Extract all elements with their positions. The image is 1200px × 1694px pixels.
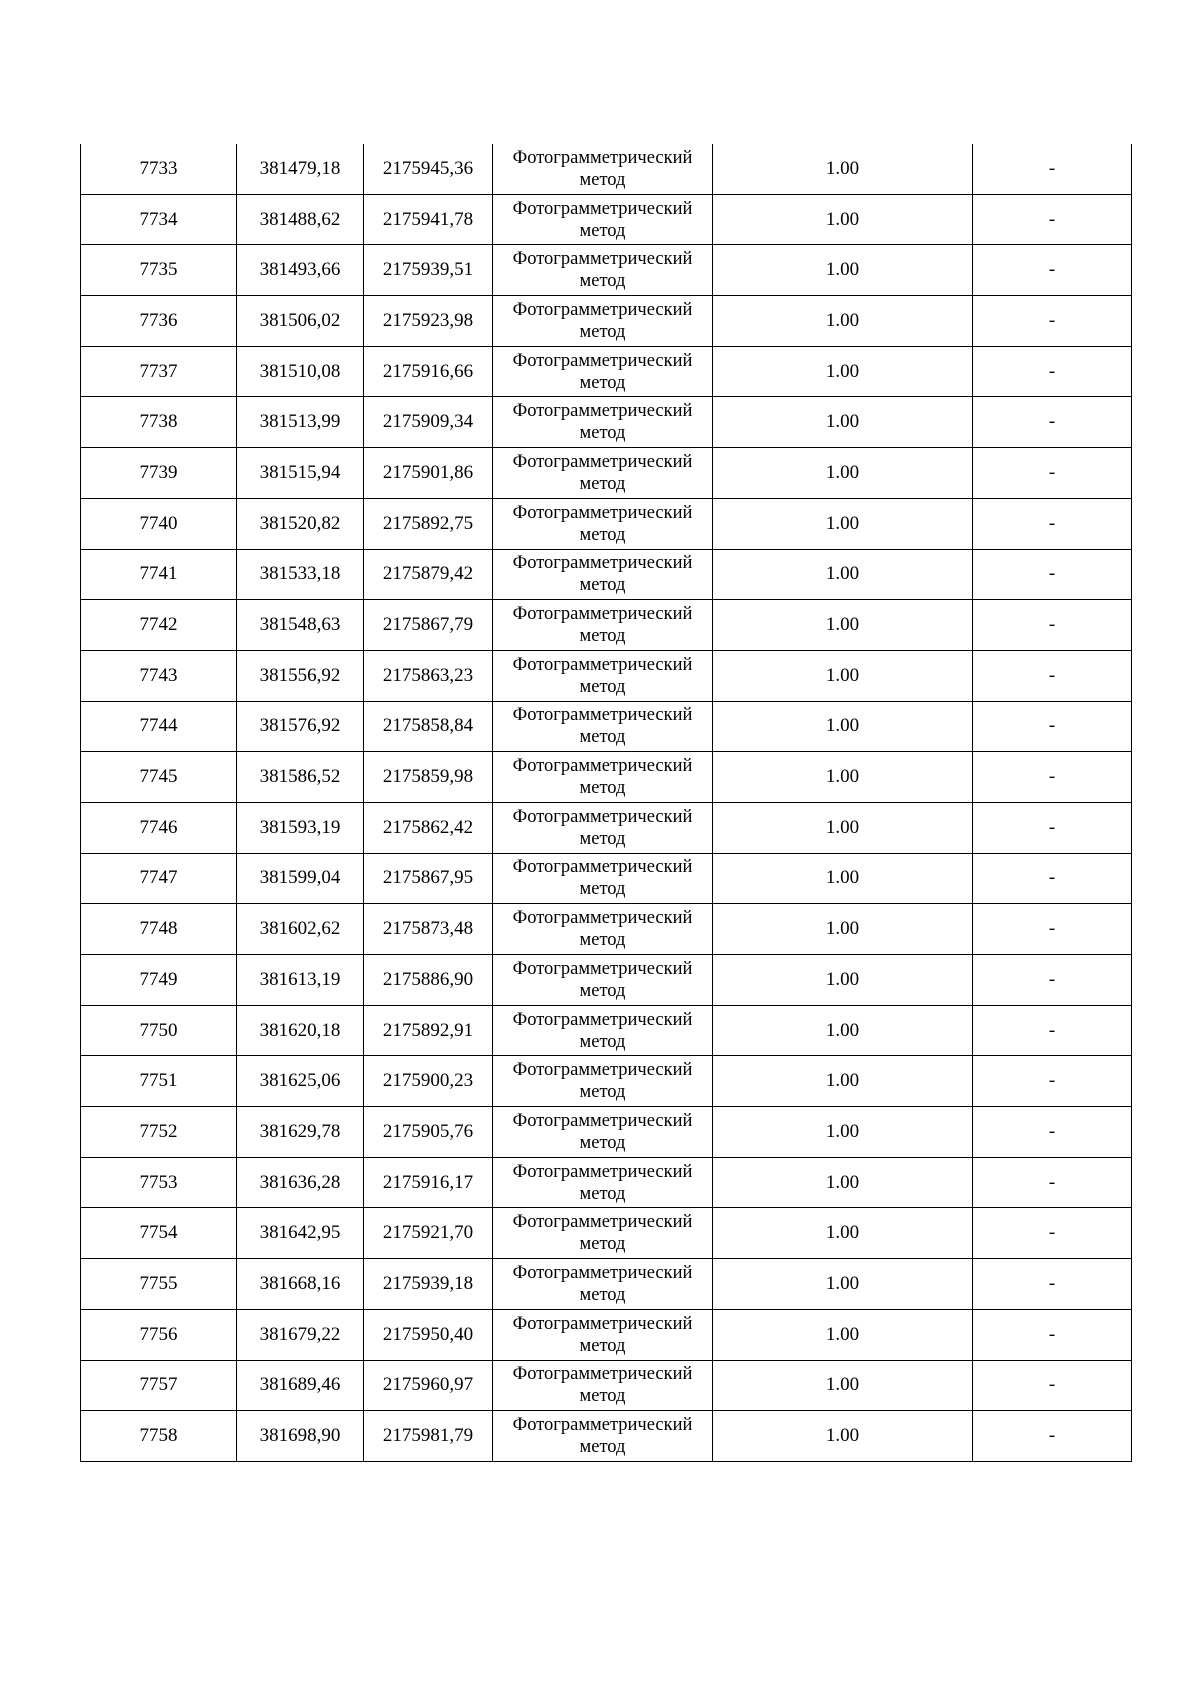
note-cell: - — [973, 1157, 1132, 1208]
y-coordinate-cell: 2175939,18 — [364, 1259, 493, 1310]
method-text: Фотограмметрический метод — [512, 857, 693, 900]
accuracy-cell: 1.00 — [713, 1208, 973, 1259]
accuracy-cell: 1.00 — [713, 245, 973, 296]
note-cell: - — [973, 1056, 1132, 1107]
point-number-cell: 7746 — [81, 802, 237, 853]
method-text: Фотограмметрический метод — [512, 604, 693, 647]
point-number-cell: 7742 — [81, 600, 237, 651]
note-cell: - — [973, 1411, 1132, 1462]
table-row — [81, 955, 1132, 1006]
accuracy-cell: 1.00 — [713, 701, 973, 752]
method-cell — [493, 397, 713, 448]
accuracy-cell: 1.00 — [713, 397, 973, 448]
y-coordinate-cell: 2175886,90 — [364, 955, 493, 1006]
method-text: Фотограмметрический метод — [512, 451, 693, 494]
y-coordinate-cell: 2175858,84 — [364, 701, 493, 752]
y-coordinate-cell: 2175892,91 — [364, 1005, 493, 1056]
x-coordinate-cell: 381642,95 — [237, 1208, 364, 1259]
point-number-cell: 7737 — [81, 346, 237, 397]
y-coordinate-cell: 2175923,98 — [364, 296, 493, 347]
accuracy-cell: 1.00 — [713, 1309, 973, 1360]
method-text: Фотограмметрический метод — [512, 1313, 693, 1356]
table-row — [81, 1107, 1132, 1158]
accuracy-cell: 1.00 — [713, 1259, 973, 1310]
y-coordinate-cell: 2175916,66 — [364, 346, 493, 397]
note-cell: - — [973, 904, 1132, 955]
method-cell — [493, 752, 713, 803]
point-number-cell: 7738 — [81, 397, 237, 448]
method-cell — [493, 1005, 713, 1056]
method-cell — [493, 346, 713, 397]
method-cell — [493, 1259, 713, 1310]
accuracy-cell: 1.00 — [713, 802, 973, 853]
accuracy-cell: 1.00 — [713, 1360, 973, 1411]
table-row — [81, 853, 1132, 904]
table-row — [81, 549, 1132, 600]
note-cell: - — [973, 1107, 1132, 1158]
accuracy-cell: 1.00 — [713, 549, 973, 600]
point-number-cell: 7745 — [81, 752, 237, 803]
table-row — [81, 1005, 1132, 1056]
y-coordinate-cell: 2175960,97 — [364, 1360, 493, 1411]
method-cell — [493, 1157, 713, 1208]
note-cell: - — [973, 752, 1132, 803]
table-row — [81, 1208, 1132, 1259]
method-text: Фотограмметрический метод — [512, 908, 693, 951]
method-cell — [493, 650, 713, 701]
method-text: Фотограмметрический метод — [512, 705, 693, 748]
table-row — [81, 752, 1132, 803]
x-coordinate-cell: 381515,94 — [237, 448, 364, 499]
method-text: Фотограмметрический метод — [512, 1262, 693, 1305]
accuracy-cell: 1.00 — [713, 650, 973, 701]
point-number-cell: 7750 — [81, 1005, 237, 1056]
table-row — [81, 194, 1132, 245]
point-number-cell: 7747 — [81, 853, 237, 904]
note-cell: - — [973, 650, 1132, 701]
accuracy-cell: 1.00 — [713, 346, 973, 397]
method-text: Фотограмметрический метод — [512, 401, 693, 444]
y-coordinate-cell: 2175900,23 — [364, 1056, 493, 1107]
note-cell: - — [973, 600, 1132, 651]
method-text: Фотограмметрический метод — [512, 1415, 693, 1458]
method-text: Фотограмметрический метод — [512, 756, 693, 799]
point-number-cell: 7752 — [81, 1107, 237, 1158]
note-cell: - — [973, 1208, 1132, 1259]
x-coordinate-cell: 381689,46 — [237, 1360, 364, 1411]
accuracy-cell: 1.00 — [713, 1005, 973, 1056]
accuracy-cell: 1.00 — [713, 448, 973, 499]
note-cell: - — [973, 1309, 1132, 1360]
coordinates-table — [80, 144, 1132, 1462]
x-coordinate-cell: 381513,99 — [237, 397, 364, 448]
y-coordinate-cell: 2175916,17 — [364, 1157, 493, 1208]
point-number-cell: 7757 — [81, 1360, 237, 1411]
table-row — [81, 144, 1132, 194]
accuracy-cell: 1.00 — [713, 1157, 973, 1208]
table-row — [81, 1157, 1132, 1208]
method-text: Фотограмметрический метод — [512, 1110, 693, 1153]
note-cell: - — [973, 1005, 1132, 1056]
table-row — [81, 448, 1132, 499]
method-cell — [493, 296, 713, 347]
y-coordinate-cell: 2175859,98 — [364, 752, 493, 803]
method-cell — [493, 600, 713, 651]
point-number-cell: 7736 — [81, 296, 237, 347]
x-coordinate-cell: 381556,92 — [237, 650, 364, 701]
point-number-cell: 7749 — [81, 955, 237, 1006]
method-text: Фотограмметрический метод — [512, 502, 693, 545]
table-row — [81, 1259, 1132, 1310]
method-text: Фотограмметрический метод — [512, 198, 693, 241]
method-cell — [493, 498, 713, 549]
method-cell — [493, 549, 713, 600]
point-number-cell: 7756 — [81, 1309, 237, 1360]
accuracy-cell: 1.00 — [713, 194, 973, 245]
x-coordinate-cell: 381510,08 — [237, 346, 364, 397]
y-coordinate-cell: 2175867,79 — [364, 600, 493, 651]
x-coordinate-cell: 381488,62 — [237, 194, 364, 245]
accuracy-cell: 1.00 — [713, 1056, 973, 1107]
note-cell: - — [973, 346, 1132, 397]
note-cell: - — [973, 1259, 1132, 1310]
note-cell: - — [973, 245, 1132, 296]
point-number-cell: 7743 — [81, 650, 237, 701]
x-coordinate-cell: 381479,18 — [237, 144, 364, 194]
table-row — [81, 904, 1132, 955]
accuracy-cell: 1.00 — [713, 498, 973, 549]
x-coordinate-cell: 381520,82 — [237, 498, 364, 549]
method-cell — [493, 1309, 713, 1360]
table-row — [81, 1056, 1132, 1107]
method-text: Фотограмметрический метод — [512, 299, 693, 342]
method-cell — [493, 1411, 713, 1462]
accuracy-cell: 1.00 — [713, 144, 973, 194]
x-coordinate-cell: 381599,04 — [237, 853, 364, 904]
x-coordinate-cell: 381613,19 — [237, 955, 364, 1006]
note-cell: - — [973, 701, 1132, 752]
x-coordinate-cell: 381679,22 — [237, 1309, 364, 1360]
method-text: Фотограмметрический метод — [512, 147, 693, 190]
x-coordinate-cell: 381533,18 — [237, 549, 364, 600]
x-coordinate-cell: 381620,18 — [237, 1005, 364, 1056]
point-number-cell: 7753 — [81, 1157, 237, 1208]
x-coordinate-cell: 381668,16 — [237, 1259, 364, 1310]
accuracy-cell: 1.00 — [713, 1107, 973, 1158]
method-cell — [493, 1107, 713, 1158]
note-cell: - — [973, 397, 1132, 448]
table-row — [81, 802, 1132, 853]
y-coordinate-cell: 2175921,70 — [364, 1208, 493, 1259]
table-row — [81, 600, 1132, 651]
x-coordinate-cell: 381698,90 — [237, 1411, 364, 1462]
method-text: Фотограмметрический метод — [512, 553, 693, 596]
note-cell: - — [973, 296, 1132, 347]
table-row — [81, 245, 1132, 296]
note-cell: - — [973, 498, 1132, 549]
note-cell: - — [973, 853, 1132, 904]
point-number-cell: 7748 — [81, 904, 237, 955]
method-text: Фотограмметрический метод — [512, 350, 693, 393]
note-cell: - — [973, 144, 1132, 194]
point-number-cell: 7755 — [81, 1259, 237, 1310]
table-row — [81, 397, 1132, 448]
method-cell — [493, 701, 713, 752]
method-text: Фотограмметрический метод — [512, 806, 693, 849]
method-cell — [493, 853, 713, 904]
table-row — [81, 296, 1132, 347]
accuracy-cell: 1.00 — [713, 296, 973, 347]
method-text: Фотограмметрический метод — [512, 1212, 693, 1255]
method-text: Фотограмметрический метод — [512, 249, 693, 292]
y-coordinate-cell: 2175939,51 — [364, 245, 493, 296]
point-number-cell: 7758 — [81, 1411, 237, 1462]
table-row — [81, 498, 1132, 549]
y-coordinate-cell: 2175909,34 — [364, 397, 493, 448]
table-row — [81, 650, 1132, 701]
table-row — [81, 1309, 1132, 1360]
x-coordinate-cell: 381602,62 — [237, 904, 364, 955]
point-number-cell: 7740 — [81, 498, 237, 549]
method-text: Фотограмметрический метод — [512, 1009, 693, 1052]
accuracy-cell: 1.00 — [713, 1411, 973, 1462]
method-text: Фотограмметрический метод — [512, 1161, 693, 1204]
x-coordinate-cell: 381593,19 — [237, 802, 364, 853]
method-cell — [493, 1360, 713, 1411]
y-coordinate-cell: 2175873,48 — [364, 904, 493, 955]
table-row — [81, 701, 1132, 752]
note-cell: - — [973, 194, 1132, 245]
method-cell — [493, 144, 713, 194]
note-cell: - — [973, 549, 1132, 600]
accuracy-cell: 1.00 — [713, 955, 973, 1006]
x-coordinate-cell: 381636,28 — [237, 1157, 364, 1208]
x-coordinate-cell: 381493,66 — [237, 245, 364, 296]
method-text: Фотограмметрический метод — [512, 654, 693, 697]
note-cell: - — [973, 1360, 1132, 1411]
table-row — [81, 1360, 1132, 1411]
y-coordinate-cell: 2175945,36 — [364, 144, 493, 194]
y-coordinate-cell: 2175950,40 — [364, 1309, 493, 1360]
method-cell — [493, 1208, 713, 1259]
y-coordinate-cell: 2175901,86 — [364, 448, 493, 499]
method-cell — [493, 194, 713, 245]
x-coordinate-cell: 381629,78 — [237, 1107, 364, 1158]
table-row — [81, 346, 1132, 397]
accuracy-cell: 1.00 — [713, 904, 973, 955]
point-number-cell: 7741 — [81, 549, 237, 600]
accuracy-cell: 1.00 — [713, 600, 973, 651]
method-cell — [493, 448, 713, 499]
method-text: Фотограмметрический метод — [512, 1364, 693, 1407]
point-number-cell: 7744 — [81, 701, 237, 752]
x-coordinate-cell: 381548,63 — [237, 600, 364, 651]
method-cell — [493, 904, 713, 955]
method-cell — [493, 245, 713, 296]
point-number-cell: 7735 — [81, 245, 237, 296]
y-coordinate-cell: 2175879,42 — [364, 549, 493, 600]
point-number-cell: 7751 — [81, 1056, 237, 1107]
method-text: Фотограмметрический метод — [512, 958, 693, 1001]
method-cell — [493, 802, 713, 853]
x-coordinate-cell: 381506,02 — [237, 296, 364, 347]
x-coordinate-cell: 381576,92 — [237, 701, 364, 752]
accuracy-cell: 1.00 — [713, 853, 973, 904]
accuracy-cell: 1.00 — [713, 752, 973, 803]
y-coordinate-cell: 2175905,76 — [364, 1107, 493, 1158]
y-coordinate-cell: 2175981,79 — [364, 1411, 493, 1462]
x-coordinate-cell: 381625,06 — [237, 1056, 364, 1107]
note-cell: - — [973, 802, 1132, 853]
point-number-cell: 7733 — [81, 144, 237, 194]
y-coordinate-cell: 2175941,78 — [364, 194, 493, 245]
method-cell — [493, 1056, 713, 1107]
method-cell — [493, 955, 713, 1006]
y-coordinate-cell: 2175862,42 — [364, 802, 493, 853]
note-cell: - — [973, 448, 1132, 499]
y-coordinate-cell: 2175867,95 — [364, 853, 493, 904]
y-coordinate-cell: 2175892,75 — [364, 498, 493, 549]
x-coordinate-cell: 381586,52 — [237, 752, 364, 803]
point-number-cell: 7734 — [81, 194, 237, 245]
note-cell: - — [973, 955, 1132, 1006]
method-text: Фотограмметрический метод — [512, 1060, 693, 1103]
table-row — [81, 1411, 1132, 1462]
point-number-cell: 7754 — [81, 1208, 237, 1259]
point-number-cell: 7739 — [81, 448, 237, 499]
table-body — [81, 144, 1132, 1461]
y-coordinate-cell: 2175863,23 — [364, 650, 493, 701]
